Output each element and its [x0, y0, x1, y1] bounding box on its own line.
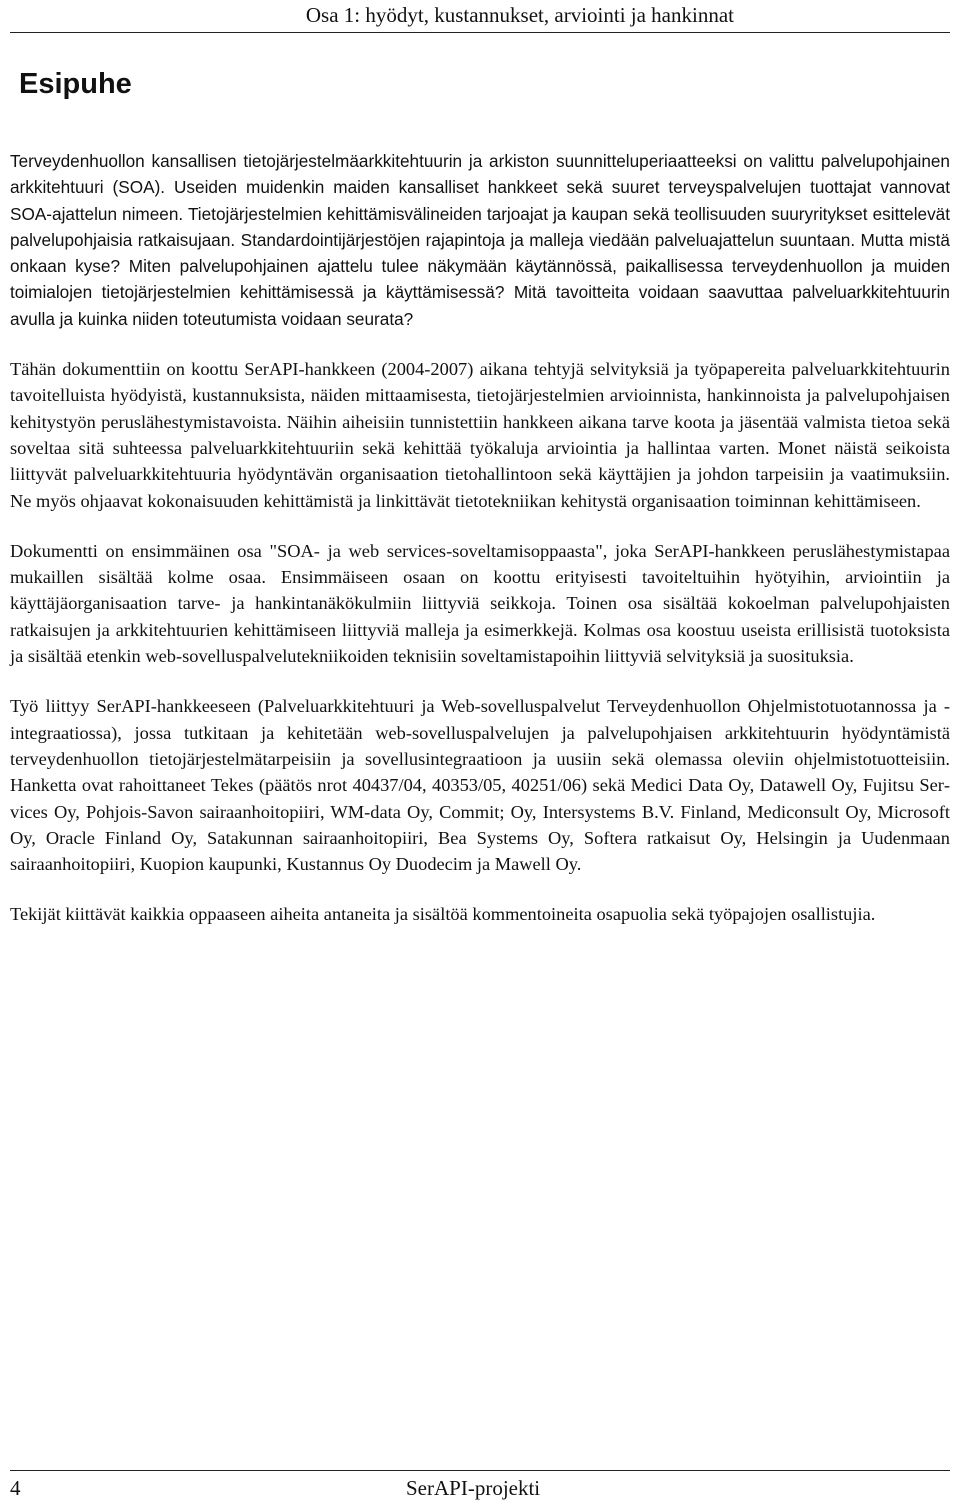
- paragraph-project-funding: Työ liittyy SerAPI-hankkeeseen (Palveluarkkitehtuuri ja Web-sovelluspalvelut Terveydenhuollon Ohjelmistotuotannossa ja -integraatiossa), jossa tutkitaan ja kehitetään web-sovelluspalvelujen ja palvelupohjaisen arkkitehtuurin hyödyntämistä terveydenhuollon tietojärjestelmätarpeisiin ja sovellusintegraatioon ja uusiin sekä olemassa oleviin ohjelmistotuotteisiin. Hanketta ovat rahoittaneet Tekes (päätös nrot 40437/04, 40353/05, 40251/06) sekä Medici Data Oy, Datawell Oy, Fujitsu Services Oy, Pohjois-Savon sairaanhoitopiiri, WM-data Oy, Commit; Oy, Intersystems B.V. Finland, Mediconsult Oy, Microsoft Oy, Oracle Finland Oy, Satakunnan sairaanhoitopiiri, Bea Systems Oy, Softera ratkaisut Oy, Helsingin ja Uudenmaan sairaanhoitopiiri, Kuopion kaupunki, Kustannus Oy Duodecim ja Mawell Oy.: [10, 696, 950, 875]
- running-header-title: Osa 1: hyödyt, kustannukset, arviointi ja hankinnat: [305, 3, 734, 27]
- body-text: [10, 148, 950, 952]
- paragraph-guide-parts: Dokumentti on ensimmäinen osa "SOA- ja web services-soveltamisoppaasta", joka SerAPI-hankkeen peruslähestymistapaa mukaillen sisältää kolme osaa. Ensimmäiseen osaan on koottu erityisesti tavoiteltuihin hyötyihin, arviointiin ja käyttäjäorganisaation tarve- ja hankintanäkökulmiin liittyviä seikkoja. Toinen osa sisältää kokoelman palvelupohjaisten ratkaisujen ja arkkitehtuurien kehittämiseen liittyviä malleja ja esimerkkejä. Kolmas osa koostuu useista erillisistä tuotoksista ja sisältää etenkin web-sovelluspalvelutekniikoiden teknisiin soveltamistapoihin liittyviä selvityksiä ja suosituksia.: [10, 540, 950, 667]
- paragraph-acknowledgements: Tekijät kiittävät kaikkia oppaaseen aiheita antaneita ja sisältöä kommentoineita osapuolia sekä työpajojen osallistujia.: [10, 904, 876, 925]
- running-header: [10, 2, 950, 33]
- paragraph-document-contents: Tähän dokumenttiin on koottu SerAPI-hankkeen (2004-2007) aikana tehtyjä selvityksiä ja työpapereita palveluarkkitehtuurin tavoitelluista hyödyistä, kustannuksista, näiden mittaamisesta, tietojärjestelmien arvioinnista, hankinnoista ja palvelupohjaisen kehitystyön peruslähestymistavoista. Näihin aiheisiin tunnistettiin hankkeen aikana tarve koota ja jäsentää valmista tietoa sekä soveltaa sitä suhteessa palveluarkkitehtuuriin sekä kehittää työkaluja arviointia ja hallintaa varten. Monet näistä seikoista liittyvät palveluarkkitehtuuria hyödyntävän organisaation tietohallintoon sekä käyttäjien ja johdon tarpeisiin ja vaatimuksiin. Ne myös ohjaavat kokonaisuuden kehittämistä ja linkittävät tietotekniikan kehitystä organisaation toiminnan kehittämiseen.: [10, 359, 950, 511]
- page-footer: [10, 1470, 950, 1501]
- page-title: Esipuhe: [19, 68, 132, 100]
- page-number: 4: [10, 1476, 21, 1500]
- footer-doc-title: SerAPI-projekti: [406, 1476, 541, 1500]
- paragraph-intro: Terveydenhuollon kansallisen tietojärjestelmäarkkitehtuurin ja arkiston suunnitteluperiaatteeksi on valittu palvelupohjainen arkkitehtuuri (SOA). Useiden muidenkin maiden kansalliset hankkeet sekä suuret terveyspalvelujen tuottajat vannovat SOA-ajattelun nimeen. Tietojärjestelmien kehittämisvälineiden tarjoajat ja kaupan sekä teollisuuden suuryritykset esittelevät palvelupohjaisia ratkaisujaan. Standardointijärjestöjen rajapintoja ja malleja viedään palveluajattelun suuntaan. Mutta mistä onkaan kyse? Miten palvelupohjainen ajattelu tulee näkymään käytännössä, paikallisessa terveydenhuollon ja muiden toimialojen tietojärjestelmien kehittämisessä ja käyttämisessä? Mitä tavoitteita voidaan saavuttaa palveluarkkitehtuurin avulla ja kuinka niiden toteutumista voidaan seurata?: [10, 151, 950, 329]
